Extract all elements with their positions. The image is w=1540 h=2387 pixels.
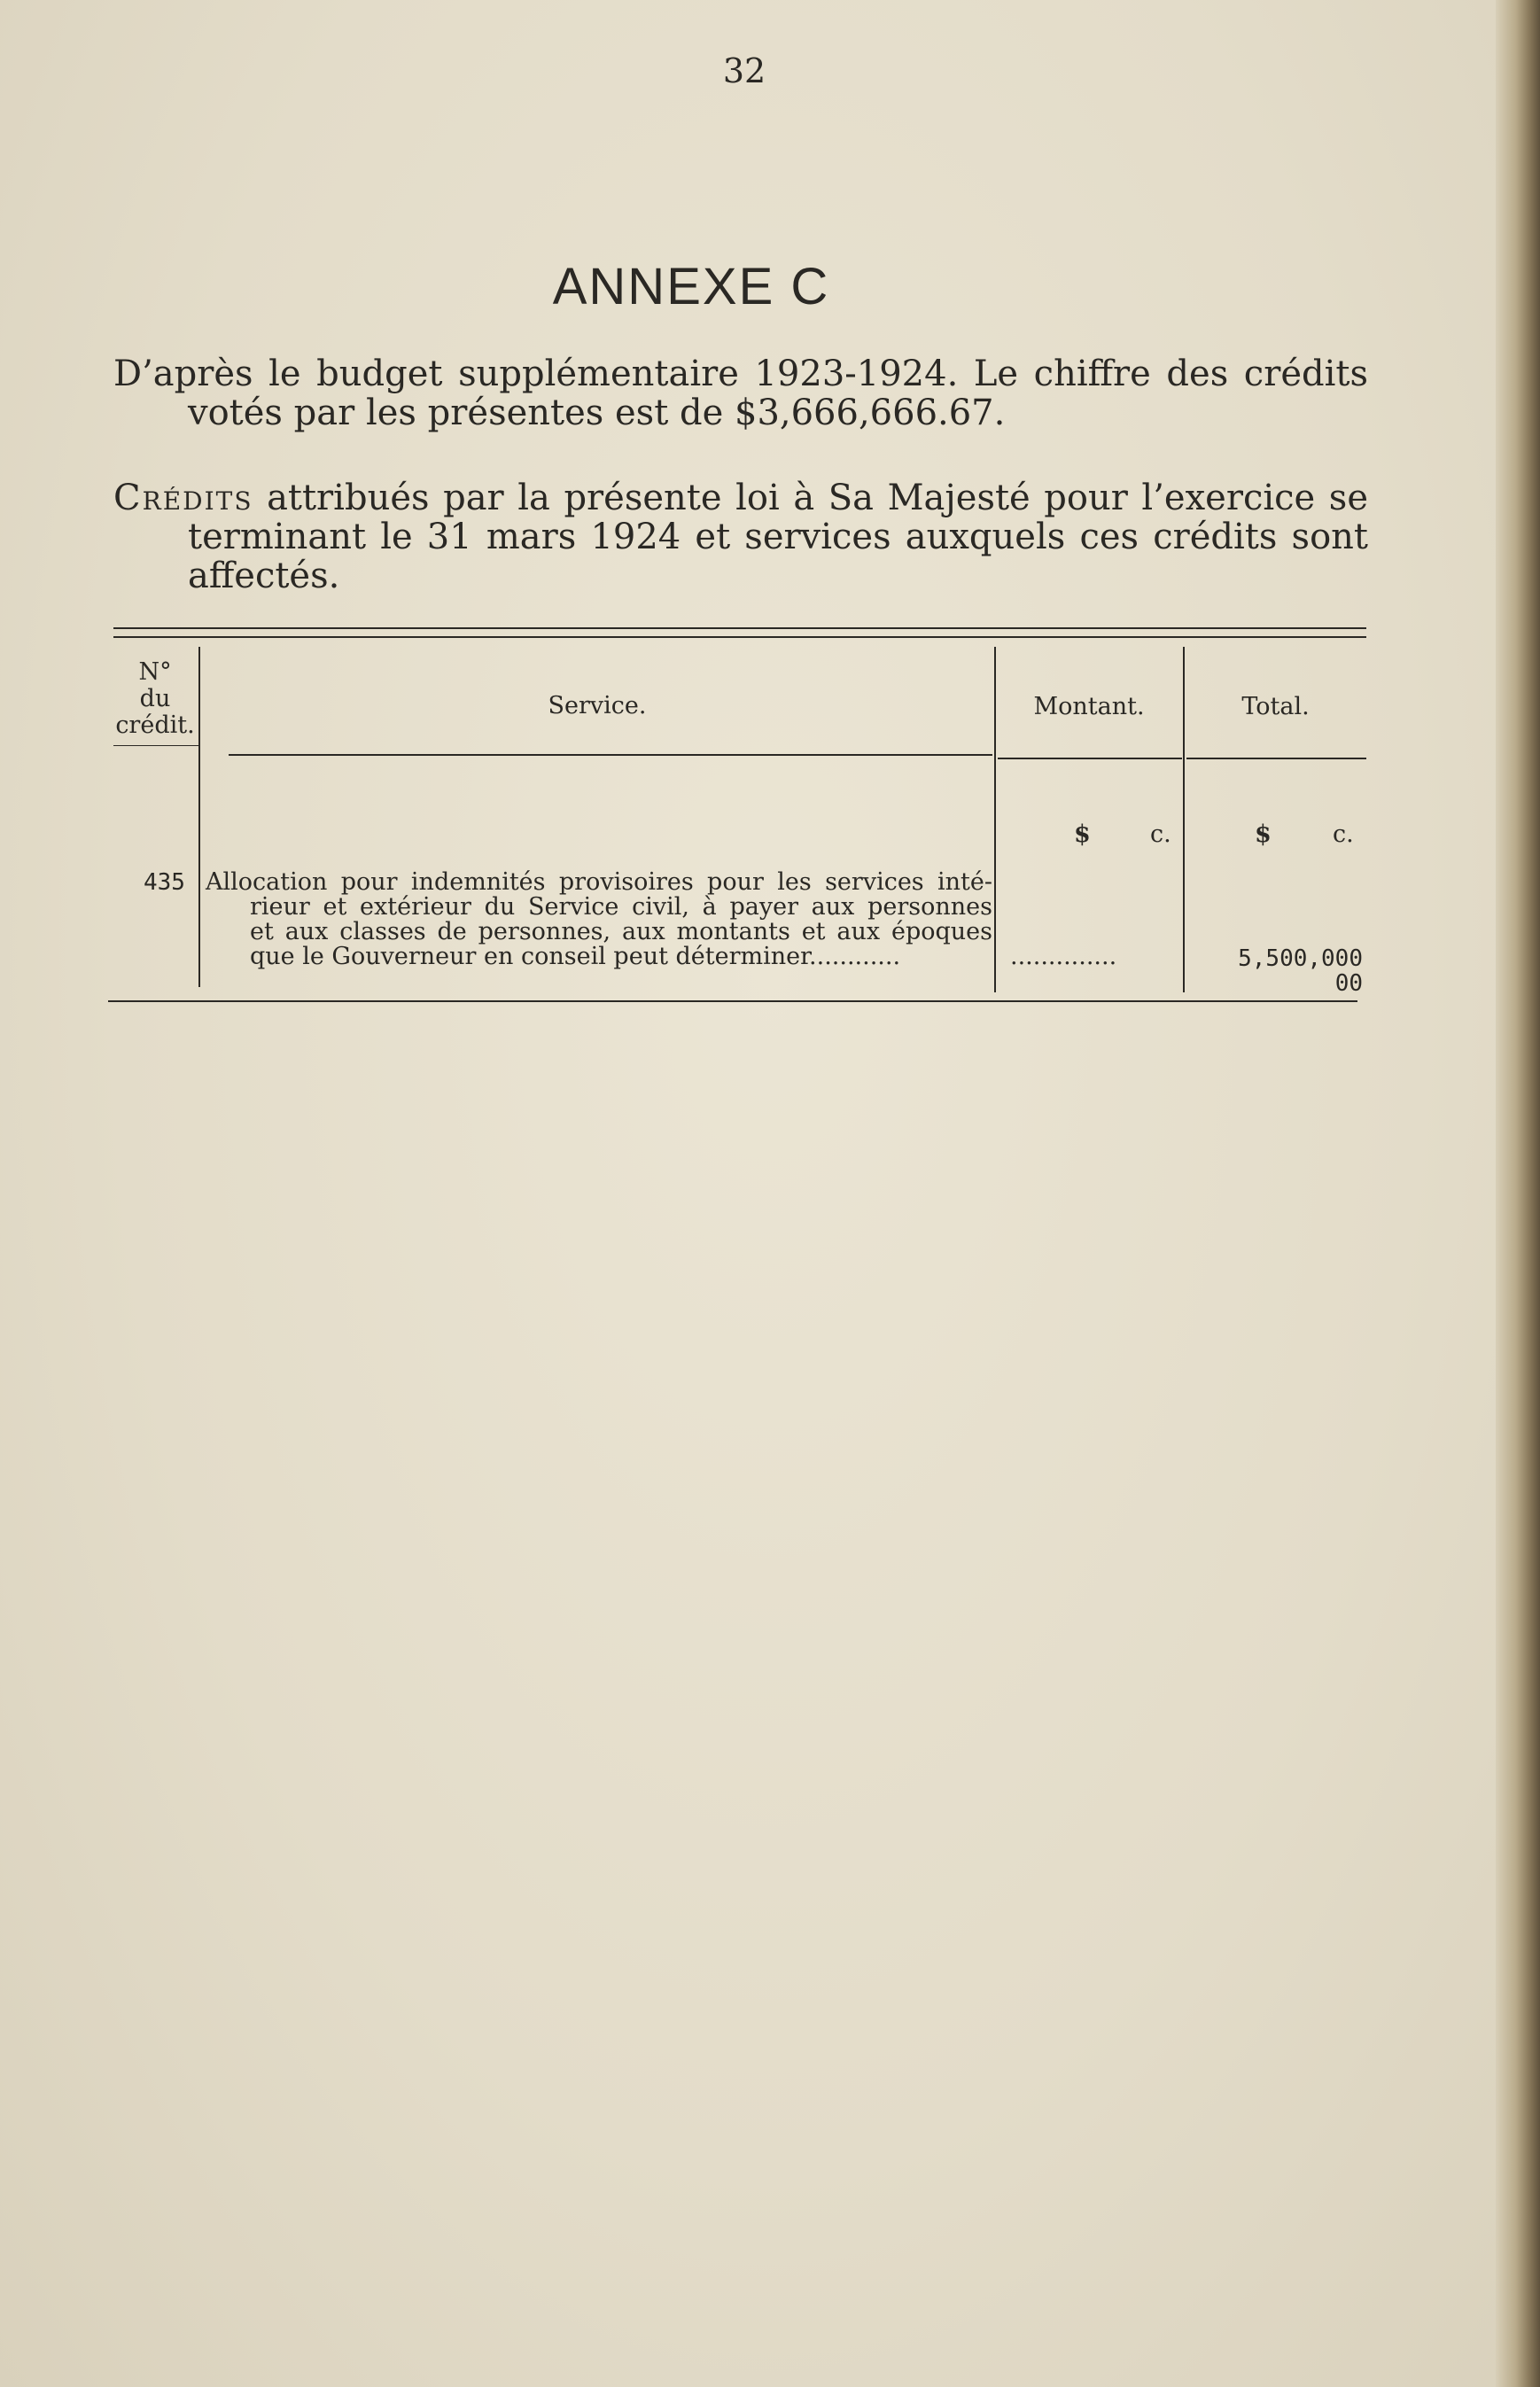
montant-dollar-unit: $ bbox=[1074, 820, 1091, 848]
header-service: Service. bbox=[548, 692, 647, 719]
header-underline-credit bbox=[113, 745, 198, 746]
credits-line-2: terminant le 31 mars 1924 et services auxquels ces crédits sont bbox=[188, 517, 1368, 557]
credits-line-3: affectés. bbox=[188, 556, 340, 596]
credit-number: 435 bbox=[144, 869, 185, 896]
montant-cents-unit: c. bbox=[1150, 820, 1171, 848]
intro-line-1: D’après le budget supplémentaire 1923-1924. Le chiffre des crédits bbox=[113, 354, 1368, 394]
credits-smallcaps-word: Crédits bbox=[113, 478, 253, 518]
credits-line-1-rest: attribués par la présente loi à Sa Majesté pour l’exercice se bbox=[253, 478, 1368, 518]
service-line-1: Allocation pour indemnités provisoires pour les services inté- bbox=[206, 868, 992, 896]
header-underline-total bbox=[1186, 758, 1366, 759]
annex-title: ANNEXE C bbox=[552, 258, 830, 315]
page-number: 32 bbox=[722, 51, 766, 90]
table-bottom-rule bbox=[108, 1000, 1357, 1002]
table-top-rule-2 bbox=[113, 636, 1366, 638]
header-total: Total. bbox=[1241, 693, 1310, 720]
header-underline-montant bbox=[998, 758, 1182, 759]
column-divider-1 bbox=[198, 647, 200, 987]
table-top-rule-1 bbox=[113, 627, 1366, 629]
header-credit-no-line-3: crédit. bbox=[115, 711, 195, 739]
page-binding-edge bbox=[1496, 0, 1540, 2387]
header-credit-no bbox=[112, 659, 198, 739]
intro-paragraph bbox=[113, 354, 1368, 432]
header-montant: Montant. bbox=[1033, 693, 1145, 720]
intro-line-2: votés par les présentes est de $3,666,666.67. bbox=[188, 393, 1006, 433]
service-description bbox=[206, 870, 992, 969]
credits-line-1 bbox=[113, 478, 1368, 517]
header-credit-no-line-1: N° bbox=[138, 658, 172, 686]
total-value: 5,500,000 00 bbox=[1238, 945, 1363, 997]
header-credit-no-line-2: du bbox=[139, 685, 171, 712]
service-line-3: et aux classes de personnes, aux montants et aux époques bbox=[250, 918, 992, 945]
total-dollar-unit: $ bbox=[1255, 820, 1272, 848]
header-underline-service bbox=[229, 754, 992, 756]
service-line-2: rieur et extérieur du Service civil, à payer aux personnes bbox=[250, 893, 992, 921]
service-line-4: que le Gouverneur en conseil peut déterminer............ bbox=[250, 943, 901, 970]
credits-paragraph bbox=[113, 478, 1368, 595]
total-cents-unit: c. bbox=[1333, 820, 1354, 848]
montant-leader-dots: .............. bbox=[1010, 945, 1117, 969]
